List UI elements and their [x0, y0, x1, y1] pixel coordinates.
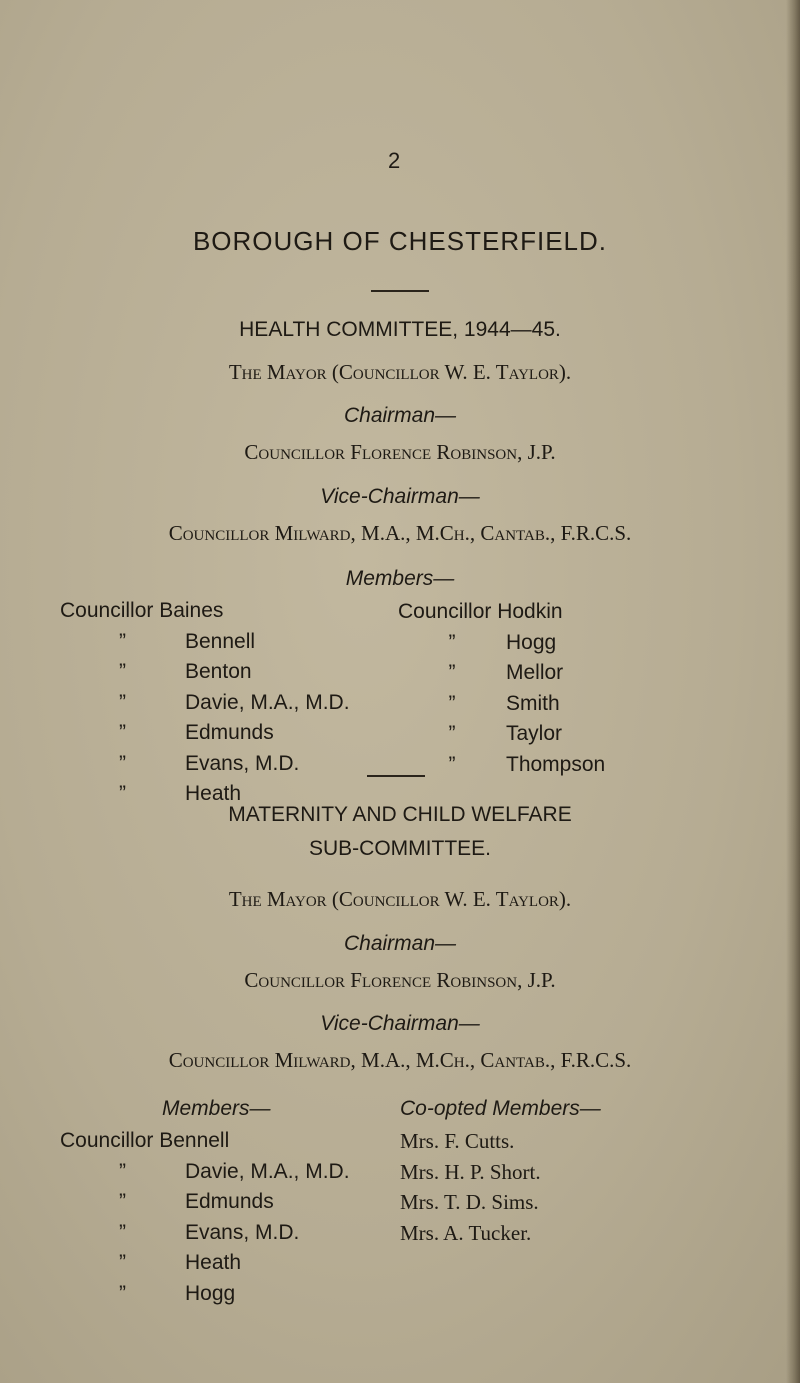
ditto-mark: ”	[448, 752, 456, 776]
ditto-mark: ”	[119, 1190, 126, 1213]
list-item: Mrs. F. Cutts.	[400, 1129, 515, 1153]
member-name: Hogg	[506, 630, 557, 654]
ditto-mark: ”	[448, 691, 456, 715]
maternity-vice-chairman-label: Vice-Chairman—	[320, 1012, 480, 1035]
list-item	[398, 688, 605, 719]
maternity-coopted-label: Co-opted Members—	[400, 1097, 601, 1120]
list-item	[60, 1126, 350, 1157]
member-name: Edmunds	[185, 1190, 274, 1213]
member-name: Davie, M.A., M.D.	[185, 690, 350, 714]
member-name: Heath	[185, 782, 242, 805]
ditto-mark: ”	[119, 629, 126, 653]
member-name: Bennell	[185, 629, 256, 653]
maternity-chairman: Councillor Florence Robinson, J.P.	[244, 968, 556, 992]
list-item	[60, 718, 350, 749]
list-item: Mrs. H. P. Short.	[400, 1159, 541, 1184]
ditto-mark: ”	[119, 1220, 126, 1244]
maternity-heading-line-1: MATERNITY AND CHILD WELFARE	[228, 803, 572, 826]
health-committee-chairman: Councillor Florence Robinson, J.P.	[244, 440, 556, 464]
list-item	[60, 1279, 350, 1310]
member-name: Evans, M.D.	[185, 1220, 300, 1244]
list-item	[60, 596, 350, 627]
ditto-mark: ”	[119, 690, 126, 714]
page-edge-shadow	[786, 0, 800, 1383]
list-item	[398, 627, 605, 658]
list-item	[60, 1218, 350, 1249]
ditto-mark: ”	[119, 1251, 126, 1274]
list-item	[398, 657, 605, 688]
list-item: Mrs. T. D. Sims.	[400, 1190, 539, 1214]
list-item	[60, 1157, 350, 1188]
list-item	[398, 718, 605, 749]
list-item	[60, 627, 350, 658]
list-item	[398, 596, 605, 627]
list-item	[60, 749, 350, 780]
divider	[367, 775, 425, 777]
member-name: Heath	[185, 1251, 242, 1274]
divider	[371, 290, 429, 292]
ditto-mark: ”	[119, 1281, 126, 1305]
member-name: Councillor Bennell	[60, 1129, 230, 1152]
maternity-chairman-label: Chairman—	[343, 932, 457, 955]
ditto-mark: ”	[119, 721, 126, 744]
list-item	[398, 749, 605, 780]
ditto-mark: ”	[119, 751, 126, 775]
list-item	[60, 657, 350, 688]
document-title: BOROUGH OF CHESTERFIELD.	[192, 226, 608, 256]
health-committee-mayor: The Mayor (Councillor W. E. Taylor).	[228, 360, 572, 384]
ditto-mark: ”	[119, 1159, 126, 1183]
maternity-heading-line-2: SUB-COMMITTEE.	[309, 837, 491, 860]
member-name: Councillor Hodkin	[398, 600, 563, 623]
coopted-members-column	[400, 1126, 541, 1248]
list-item: Mrs. A. Tucker.	[400, 1220, 532, 1245]
health-committee-vice-chairman: Councillor Milward, M.A., M.Ch., Cantab., F.R.C.S.	[168, 521, 632, 545]
page-number: 2	[388, 148, 401, 173]
member-name: Hogg	[185, 1281, 236, 1305]
ditto-mark: ”	[448, 630, 456, 654]
health-committee-chairman-label: Chairman—	[343, 404, 457, 427]
ditto-mark: ”	[119, 782, 126, 805]
member-name: Edmunds	[185, 721, 274, 744]
maternity-members-label: Members—	[162, 1097, 271, 1120]
health-committee-heading: HEALTH COMMITTEE, 1944—45.	[239, 318, 561, 341]
member-name: Smith	[506, 691, 560, 715]
member-name: Benton	[185, 660, 252, 683]
maternity-members-column	[60, 1126, 350, 1309]
member-name: Taylor	[506, 722, 563, 745]
health-members-right-column	[398, 596, 605, 779]
ditto-mark: ”	[119, 660, 126, 683]
maternity-mayor: The Mayor (Councillor W. E. Taylor).	[228, 887, 572, 911]
health-members-left-column	[60, 596, 350, 810]
member-name: Thompson	[506, 752, 606, 776]
list-item	[60, 688, 350, 719]
member-name: Evans, M.D.	[185, 751, 300, 775]
list-item	[60, 1248, 350, 1279]
member-name: Councillor Baines	[60, 599, 224, 622]
ditto-mark: ”	[448, 722, 456, 745]
ditto-mark: ”	[448, 661, 456, 684]
member-name: Davie, M.A., M.D.	[185, 1159, 350, 1183]
health-committee-vice-chairman-label: Vice-Chairman—	[320, 485, 480, 508]
health-committee-members-label: Members—	[345, 567, 455, 590]
list-item	[60, 1187, 350, 1218]
member-name: Mellor	[506, 661, 564, 684]
maternity-vice-chairman: Councillor Milward, M.A., M.Ch., Cantab., F.R.C.S.	[168, 1048, 632, 1072]
